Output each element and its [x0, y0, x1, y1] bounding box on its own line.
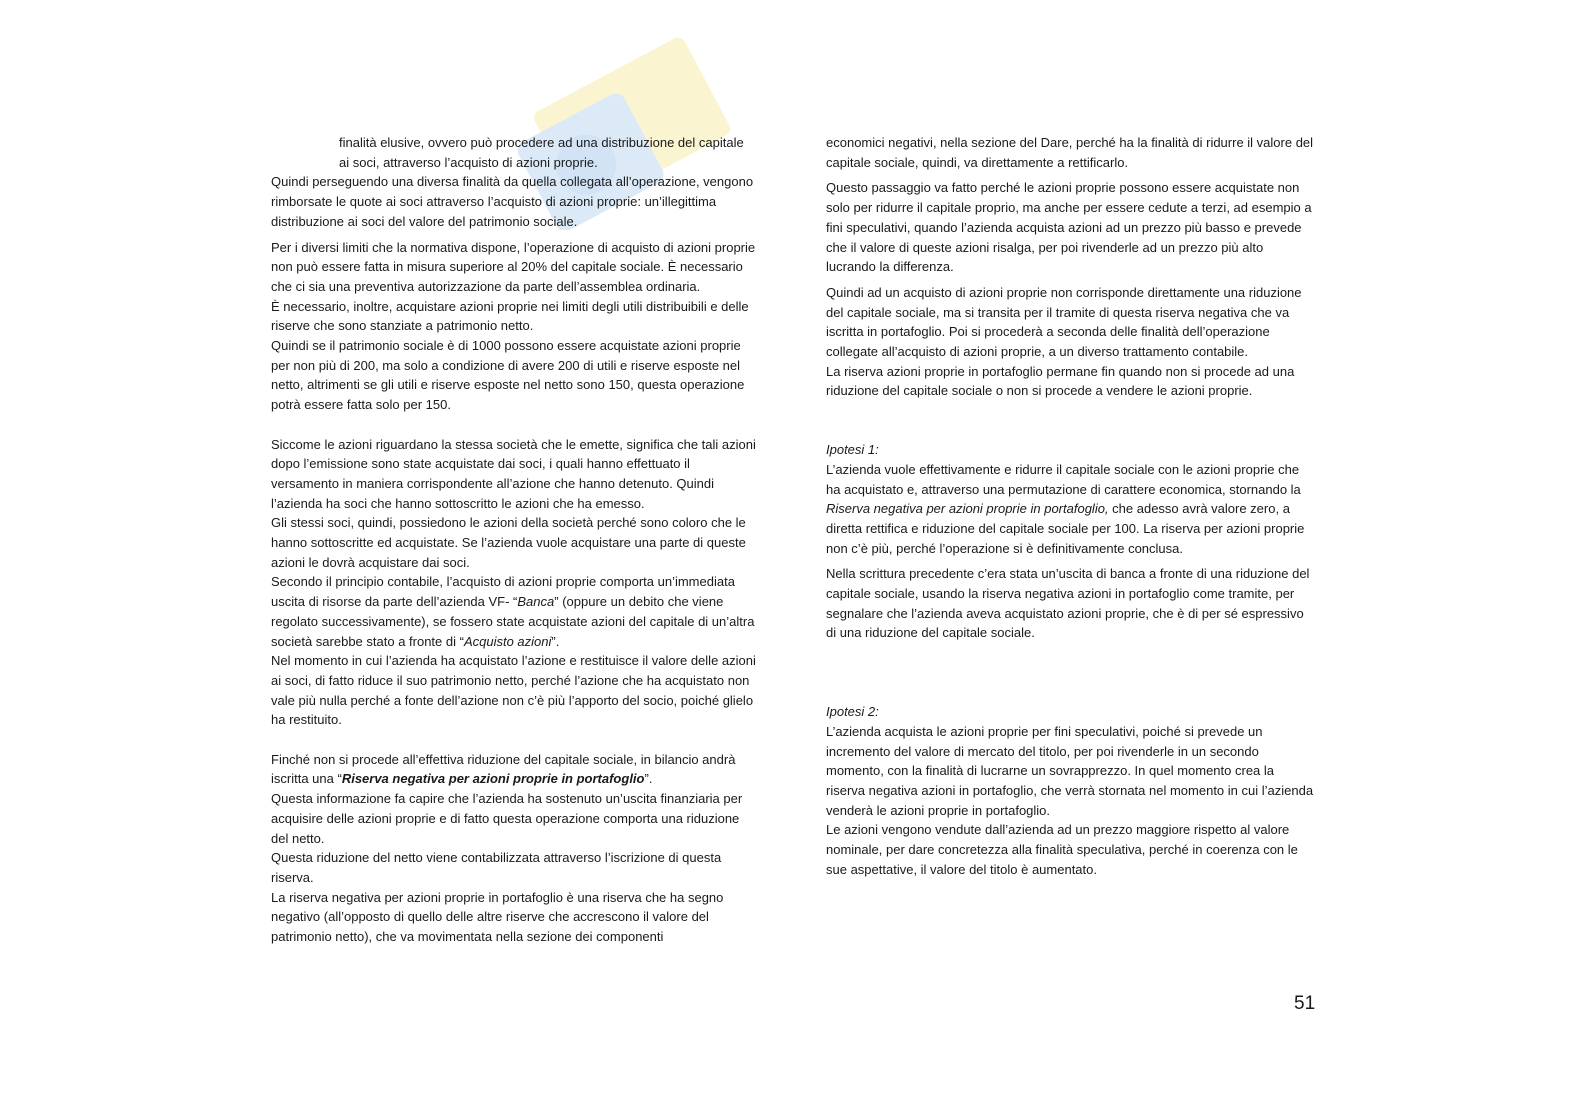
term-banca: Banca [517, 594, 555, 610]
paragraph: L’azienda acquista le azioni proprie per fini speculativi, poiché si prevede un incremento del valore di mercato del titolo, per poi rivenderle in un secondo momento, con la finalità di lucrarne un sovrapprezzo. In quel momento crea la riserva negativa azioni in portafoglio, che verrà stornata nel momento in cui l’azienda venderà le azioni proprie in portafoglio. [826, 723, 1314, 818]
page-number: 51 [1294, 993, 1316, 1014]
paragraph: La riserva azioni proprie in portafoglio permane fin quando non si procede ad una riduzione del capitale sociale o non si procede a vendere le azioni proprie. [826, 363, 1295, 399]
paragraph: Nel momento in cui l’azienda ha acquistato l’azione e restituisce il valore delle azioni ai soci, di fatto riduce il suo patrimonio netto, perché l’azione che ha acquistato non vale più nulla perché a fonte dell’azione non c’è più l’apporto del socio, poiché glielo ha restituito. [271, 653, 756, 728]
paragraph: Finché non si procede all’effettiva riduzione del capitale sociale, in bilancio andrà iscritta una “Riserva negativa per azioni proprie in portafoglio”. [271, 751, 736, 787]
paragraph: Siccome le azioni riguardano la stessa società che le emette, significa che tali azioni dopo l’emissione sono state acquistate dai soci, i quali hanno effettuato il versamento in maniera corrispondente all’azione che hanno detenuto. Quindi l’azienda ha soci che hanno sottoscritto le azioni che ha emesso. [271, 436, 756, 511]
term-riserva-negativa: Riserva negativa per azioni proprie in portafoglio [341, 771, 645, 787]
paragraph: Per i diversi limiti che la normativa dispone, l’operazione di acquisto di azioni proprie non può essere fatta in misura superiore al 20% del capitale sociale. È necessario che ci sia una preventiva autorizzazione da parte dell’assemblea ordinaria. [271, 239, 756, 294]
section-heading: Ipotesi 2: [826, 704, 879, 720]
paragraph: Questo passaggio va fatto perché le azioni proprie possono essere acquistate non solo per ridurre il capitale proprio, ma anche per essere cedute a terzi, ad esempio a fini speculativi, quando l’azienda acquista azioni ad un prezzo più basso e prevede che il valore di queste azioni risalga, per poi rivenderle ad un prezzo più alto lucrando la differenza. [826, 180, 1312, 275]
left-column [271, 133, 757, 947]
paragraph: Le azioni vengono vendute dall’azienda ad un prezzo maggiore rispetto al valore nominale, per dare concretezza alla finalità speculativa, perché in coerenza con le sue aspettative, il valore del titolo è aumentato. [826, 822, 1298, 877]
paragraph: economici negativi, nella sezione del Dare, perché ha la finalità di ridurre il valore del capitale sociale, quindi, va direttamente a rettificarlo. [826, 135, 1314, 170]
paragraph: Questa riduzione del netto viene contabilizzata attraverso l’iscrizione di questa riserva. [271, 850, 722, 885]
section-heading: Ipotesi 1: [826, 442, 879, 458]
paragraph: Questa informazione fa capire che l’azienda ha sostenuto un’uscita finanziaria per acquisire delle azioni proprie e di fatto questa operazione comporta una riduzione del netto. [271, 791, 743, 846]
paragraph: L’azienda vuole effettivamente e ridurre il capitale sociale con le azioni proprie che ha acquistato e, attraverso una permutazione di carattere economica, stornando la Riserva negativa per azioni proprie in portafoglio, che adesso avrà valore zero, a diretta rettifica e riduzione del capitale sociale per 100. La riserva per azioni proprie non c’è più, perché l’operazione si è definitivamente conclusa. [826, 461, 1305, 556]
paragraph: Quindi se il patrimonio sociale è di 1000 possono essere acquistate azioni proprie per non più di 200, ma solo a condizione di avere 200 di utili e riserve esposte nel netto, altrimenti se gli utili e riserve esposte nel netto sono 150, questa operazione potrà essere fatta solo per 150. [271, 338, 745, 413]
paragraph: È necessario, inoltre, acquistare azioni proprie nei limiti degli utili distribuibili e delle riserve che sono stanziate a patrimonio netto. [271, 298, 749, 334]
paragraph: Quindi ad un acquisto di azioni proprie non corrisponde direttamente una riduzione del capitale sociale, ma si transita per il tramite di questa riserva negativa che va iscritta in portafoglio. Poi si procederà a seconda delle finalità dell’operazione collegate all’acquisto di azioni proprie, a un diverso trattamento contabile. [826, 284, 1302, 360]
paragraph: Secondo il principio contabile, l’acquisto di azioni proprie comporta un’immediata uscita di risorse da parte dell’azienda VF- “Banca” (oppure un debito che viene regolato successivamente), se fossero state acquistate azioni del capitale di un’altra società sarebbe stato a fronte di “Acquisto azioni”. [271, 574, 755, 649]
paragraph: La riserva negativa per azioni proprie in portafoglio è una riserva che ha segno negativo (all’opposto di quello delle altre riserve che accrescono il valore del patrimonio netto), che va movimentata nella sezione dei componenti [271, 889, 724, 945]
paragraph: Nella scrittura precedente c’era stata un’uscita di banca a fronte di una riduzione del capitale sociale, usando la riserva negativa azioni in portafoglio come tramite, per segnalare che l’azienda aveva acquistato azioni proprie, che è di per sé espressivo di una riduzione del capitale sociale. [826, 566, 1310, 641]
paragraph: finalità elusive, ovvero può procedere ad una distribuzione del capitale ai soci, attraverso l’acquisto di azioni proprie. [339, 135, 744, 170]
paragraph: Quindi perseguendo una diversa finalità da quella collegata all’operazione, vengono rimborsate le quote ai soci attraverso l’acquisto di azioni proprie: un’illegittima distribuzione ai soci del valore del patrimonio sociale. [271, 174, 754, 229]
right-column [826, 133, 1316, 880]
term-acquisto-azioni: Acquisto azioni [463, 633, 552, 649]
paragraph: Gli stessi soci, quindi, possiedono le azioni della società perché sono coloro che le hanno sottoscritte ed acquistate. Se l’azienda vuole acquistare una parte di queste azioni le dovrà acquistare dai soci. [271, 515, 746, 570]
term-riserva-negativa: Riserva negativa per azioni proprie in portafoglio, [826, 501, 1109, 517]
